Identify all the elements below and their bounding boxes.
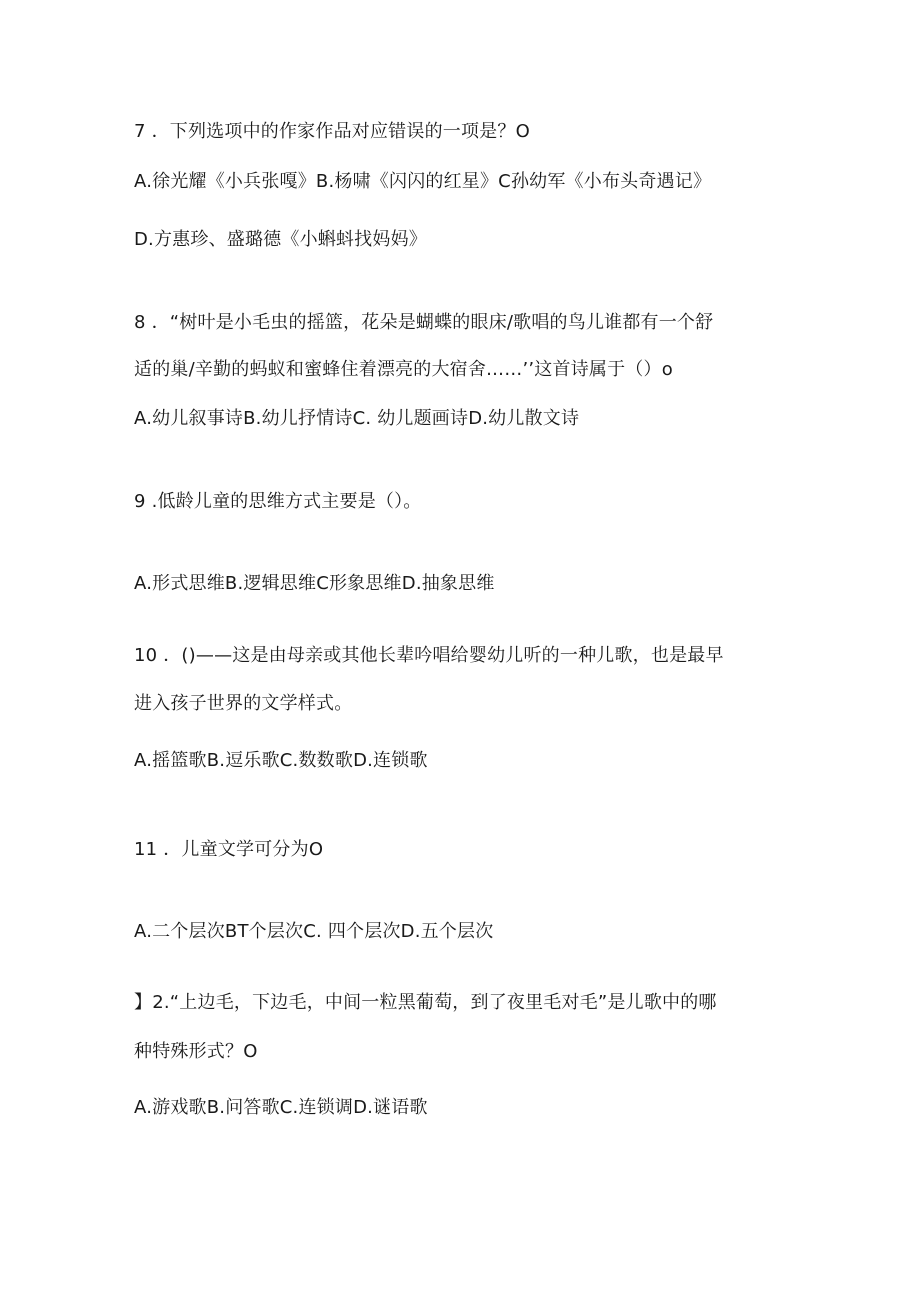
question-8-options: A.幼儿叙事诗B.幼儿抒情诗C. 幼儿题画诗D.幼儿散文诗 (134, 408, 580, 429)
question-8-stem-line-1: 8 ．“树叶是小毛虫的摇篮，花朵是蝴蝶的眼床/歌唱的鸟儿谁都有一个舒 (134, 312, 714, 333)
question-11-stem: 11 ．儿童文学可分为O (134, 839, 324, 860)
question-9-stem: 9 .低龄儿童的思维方式主要是（）。 (134, 491, 422, 512)
question-12-stem-line-1: 】2.“上边毛，下边毛，中间一粒黑葡萄，到了夜里毛对毛”是儿歌中的哪 (134, 992, 717, 1013)
question-7-options-line-2: D.方惠珍、盛璐德《小蝌蚪找妈妈》 (134, 229, 427, 250)
question-9-options: A.形式思维B.逻辑思维C形象思维D.抽象思维 (134, 573, 495, 594)
question-11-options: A.二个层次BT个层次C. 四个层次D.五个层次 (134, 921, 494, 942)
question-12-options: A.游戏歌B.问答歌C.连锁调D.谜语歌 (134, 1097, 428, 1118)
question-10-options: A.摇篮歌B.逗乐歌C.数数歌D.连锁歌 (134, 750, 428, 771)
question-10-stem-line-2: 进入孩子世界的文学样式。 (134, 693, 353, 714)
question-7-stem: 7 ．下列选项中的作家作品对应错误的一项是？O (134, 121, 530, 142)
question-10-stem-line-1: 10 ．()——这是由母亲或其他长辈吟唱给婴幼儿听的一种儿歌，也是最早 (134, 645, 724, 666)
question-12-stem-line-2: 种特殊形式？O (134, 1041, 258, 1062)
question-8-stem-line-2: 适的巢/辛勤的蚂蚁和蜜蜂住着漂亮的大宿舍……’’这首诗属于（）o (134, 359, 673, 380)
question-7-options-line-1: A.徐光耀《小兵张嘎》B.杨啸《闪闪的红星》C孙幼军《小布头奇遇记》 (134, 171, 712, 192)
